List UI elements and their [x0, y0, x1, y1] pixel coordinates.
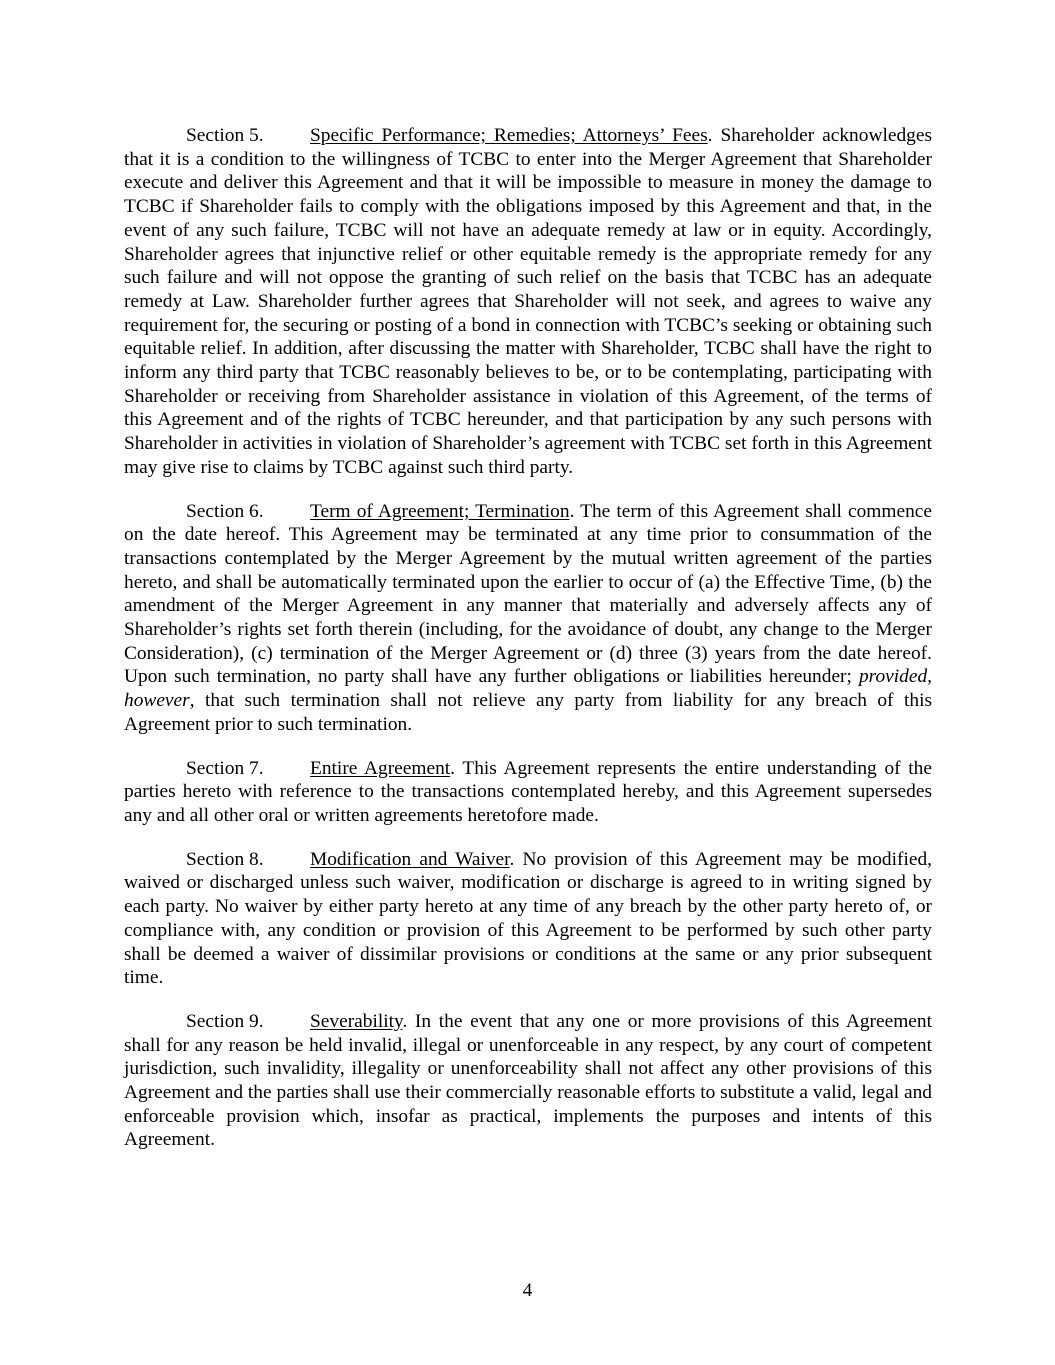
section-7-paragraph [124, 757, 932, 828]
section-7-body: . This Agreement represents the entire understanding of the parties hereto with reference to the transactions contemplated hereby, and this Agreement supersedes any and all other oral or written agreements heretofore made. [124, 757, 932, 826]
section-8-body: . No provision of this Agreement may be modified, waived or discharged unless such waiver, modification or discharge is agreed to in writing signed by each party. No waiver by either party hereto at any time of any breach by the other party hereto of, or compliance with, any condition or provision of this Agreement to be performed by such other party shall be deemed a waiver of dissimilar provisions or conditions at the same or any prior subsequent time. [124, 848, 932, 989]
section-8-title: Modification and Waiver [310, 848, 510, 870]
section-5-body: . Shareholder acknowledges that it is a condition to the willingness of TCBC to enter into the Merger Agreement that Shareholder execute and deliver this Agreement and that it will be impossible to measure in money the damage to TCBC if Shareholder fails to comply with the obligations imposed by this Agreement and that, in the event of any such failure, TCBC will not have an adequate remedy at law or in equity. Accordingly, Shareholder agrees that injunctive relief or other equitable remedy is the appropriate remedy for any such failure and will not oppose the granting of such relief on the basis that TCBC has an adequate remedy at Law. Shareholder further agrees that Shareholder will not seek, and agrees to waive any requirement for, the securing or posting of a bond in connection with TCBC’s seeking or obtaining such equitable relief. In addition, after discussing the matter with Shareholder, TCBC shall have the right to inform any third party that TCBC reasonably believes to be, or to be contemplating, participating with Shareholder or receiving from Shareholder assistance in violation of this Agreement, of the terms of this Agreement and of the rights of TCBC hereunder, and that participation by any such persons with Shareholder in activities in violation of Shareholder’s agreement with TCBC set forth in this Agreement may give rise to claims by TCBC against such third party. [124, 125, 932, 478]
section-6-title: Term of Agreement; Termination [310, 500, 570, 522]
section-6-label: Section 6. [186, 500, 264, 522]
section-9-label: Section 9. [186, 1010, 264, 1032]
section-6-italic-phrase: provided, however [124, 666, 932, 712]
section-9-body: . In the event that any one or more provisions of this Agreement shall for any reason be held invalid, illegal or unenforceable in any respect, by any court of competent jurisdiction, such invalidity, illegality or unenforceability shall not affect any other provisions of this Agreement and the parties shall use their commercially reasonable efforts to substitute a valid, legal and enforceable provision which, insofar as practical, implements the purposes and intents of this Agreement. [124, 1010, 932, 1151]
section-7-title: Entire Agreement [310, 757, 451, 779]
document-page [124, 124, 932, 1172]
section-8-label: Section 8. [186, 848, 264, 870]
section-5-label: Section 5. [186, 125, 264, 146]
section-6-body: . The term of this Agreement shall commence on the date hereof. This Agreement may be terminated at any time prior to consummation of the transactions contemplated by the Merger Agreement by the mutual written agreement of the parties hereto, and shall be automatically terminated upon the earlier to occur of (a) the Effective Time, (b) the amendment of the Merger Agreement in any manner that materially and adversely affects any of Shareholder’s rights set forth therein (including, for the avoidance of doubt, any change to the Merger Consideration), (c) termination of the Merger Agreement or (d) three (3) years from the date hereof. Upon such termination, no party shall have any further obligations or liabilities hereunder; [124, 500, 932, 688]
section-6-paragraph [124, 500, 932, 737]
section-9-title: Severability [310, 1010, 403, 1032]
section-6-body-end: , that such termination shall not relieve any party from liability for any breach of this Agreement prior to such termination. [124, 690, 932, 735]
section-5-title: Specific Performance; Remedies; Attorneys’ Fees [310, 125, 708, 146]
section-7-label: Section 7. [186, 757, 264, 779]
section-8-paragraph [124, 848, 932, 990]
section-5-paragraph [124, 124, 932, 480]
section-9-paragraph [124, 1010, 932, 1152]
page-number: 4 [522, 1280, 533, 1301]
